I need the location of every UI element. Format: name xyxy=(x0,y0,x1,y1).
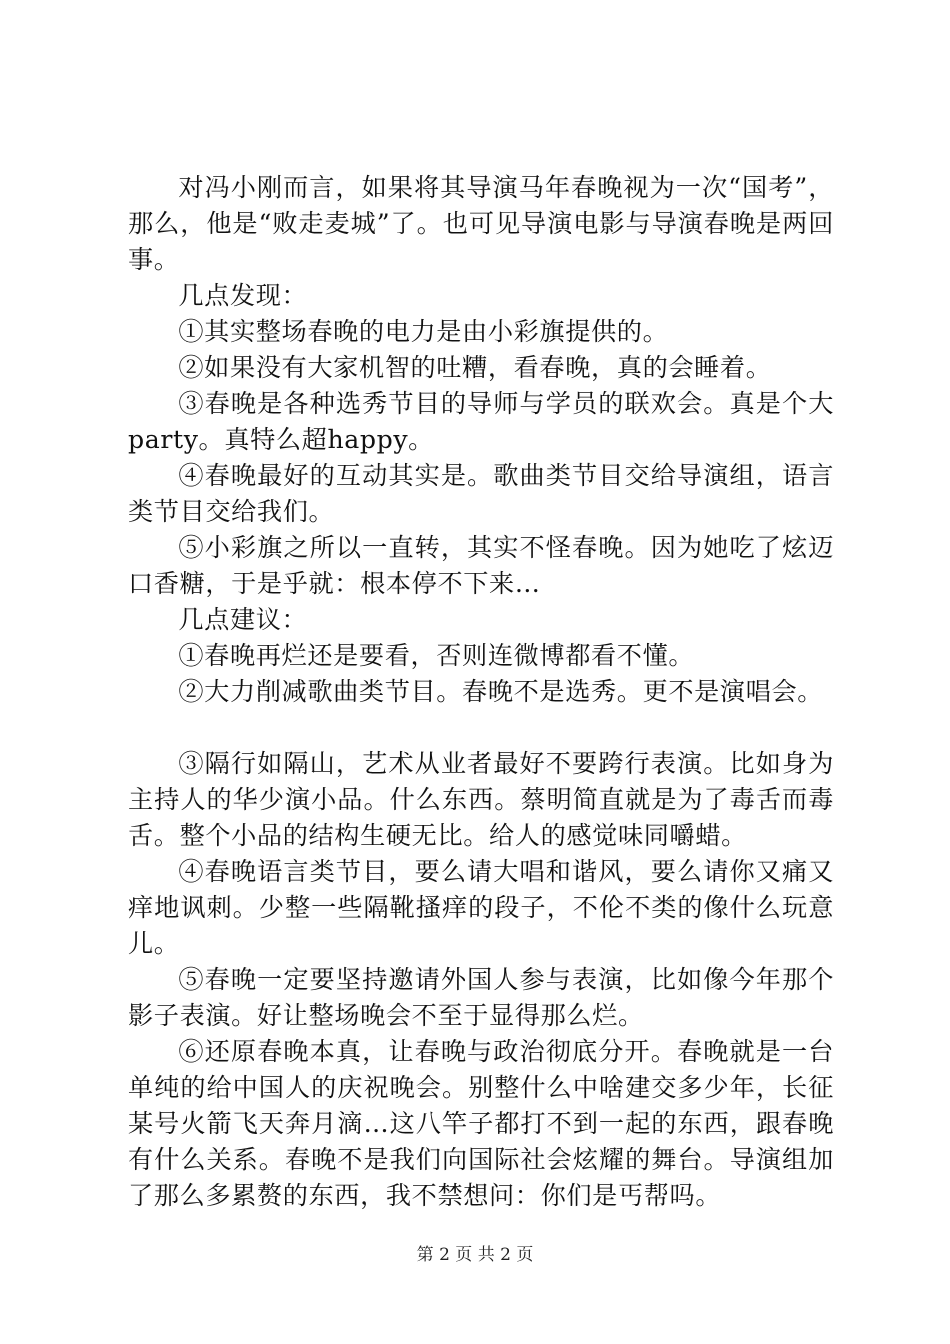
paragraph-gap xyxy=(128,710,834,746)
heading-suggestions: 几点建议： xyxy=(178,605,308,634)
suggestion-5: ⑤春晚一定要坚持邀请外国人参与表演，比如像今年那个影子表演。好让整场晚会不至于显得那么烂。 xyxy=(128,965,834,1030)
page-footer: 第 2 页 共 2 页 xyxy=(416,1245,534,1265)
finding-5: ⑤小彩旗之所以一直转，其实不怪春晚。因为她吃了炫迈口香糖，于是乎就：根本停不下来… xyxy=(128,533,834,598)
heading-findings: 几点发现： xyxy=(178,281,308,310)
suggestion-3: ③隔行如隔山，艺术从业者最好不要跨行表演。比如身为主持人的华少演小品。什么东西。蔡明简直就是为了毒舌而毒舌。整个小品的结构生硬无比。给人的感觉味同嚼蜡。 xyxy=(128,749,834,850)
suggestion-6: ⑥还原春晚本真，让春晚与政治彻底分开。春晚就是一台单纯的给中国人的庆祝晚会。别整什么中啥建交多少年，长征某号火箭飞天奔月滴…这八竿子都打不到一起的东西，跟春晚有什么关系。春晚不是我们向国际社会炫耀的舞台。导演组加了那么多累赘的东西，我不禁想问：你们是丐帮吗。 xyxy=(128,1037,834,1210)
finding-1: ①其实整场春晚的电力是由小彩旗提供的。 xyxy=(178,317,669,346)
finding-3: ③春晚是各种选秀节目的导师与学员的联欢会。真是个大party。真特么超happy。 xyxy=(128,389,834,454)
paragraph-intro: 对冯小刚而言，如果将其导演马年春晚视为一次“国考”，那么，他是“败走麦城”了。也可见导演电影与导演春晚是两回事。 xyxy=(128,173,834,274)
suggestion-2: ②大力削减歌曲类节目。春晚不是选秀。更不是演唱会。 xyxy=(178,677,824,706)
document-body xyxy=(128,170,834,1214)
finding-2: ②如果没有大家机智的吐糟，看春晚，真的会睡着。 xyxy=(178,353,772,382)
suggestion-4: ④春晚语言类节目，要么请大唱和谐风，要么请你又痛又痒地讽刺。少整一些隔靴搔痒的段子，不伦不类的像什么玩意儿。 xyxy=(128,857,834,958)
finding-4: ④春晚最好的互动其实是。歌曲类节目交给导演组，语言类节目交给我们。 xyxy=(128,461,834,526)
suggestion-1: ①春晚再烂还是要看，否则连微博都看不懂。 xyxy=(178,641,695,670)
